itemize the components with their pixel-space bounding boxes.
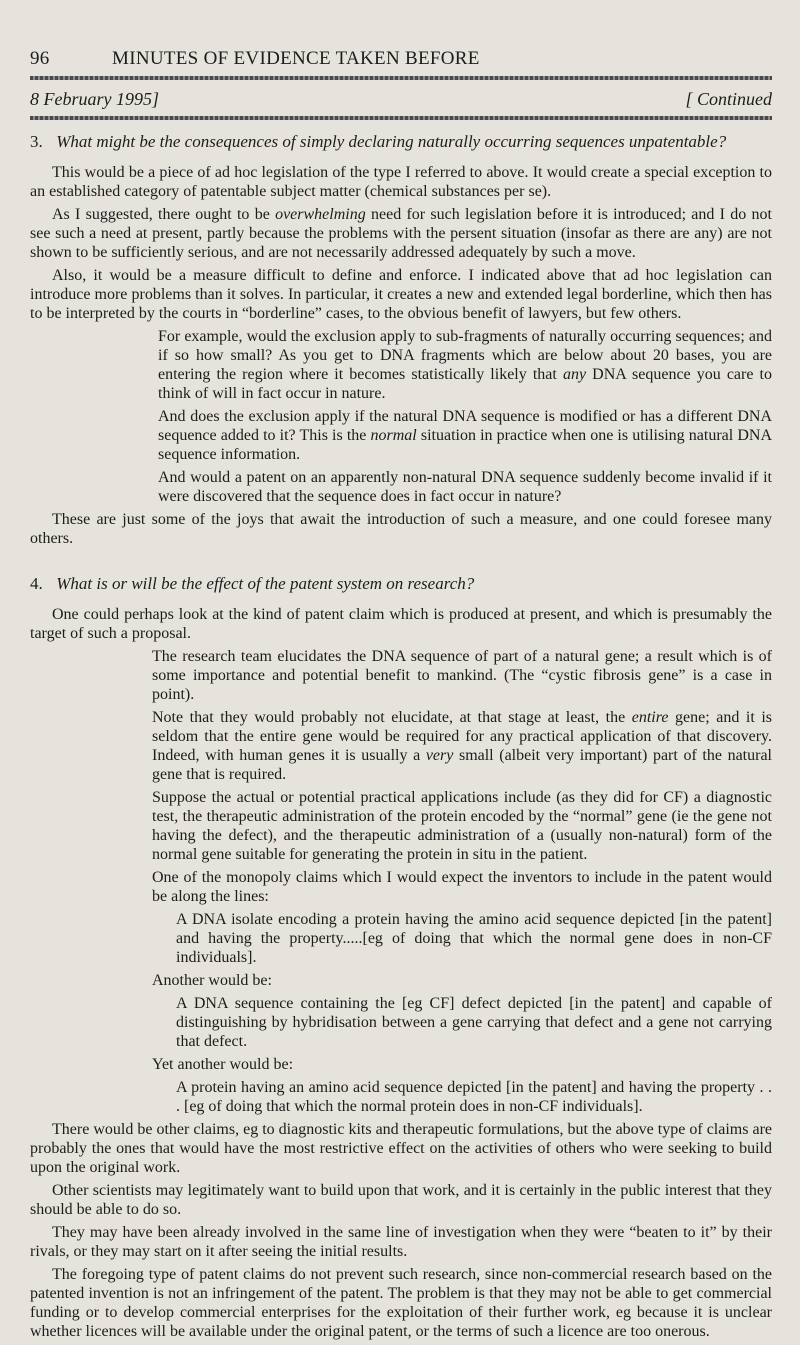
page-header: [30, 48, 790, 76]
running-title: MINUTES OF EVIDENCE TAKEN BEFORE: [112, 48, 480, 69]
s3-paragraph-2: As I suggested, there ought to be overwhelming need for such legislation before it is introduced; and I do not see such a need at present, partly because the problems with the persent situation (insofar as there are any) are not shown to be sufficiently serious, and are not necessarily addressed adequately by such a move.: [30, 206, 772, 261]
s4-indent-1: The research team elucidates the DNA sequence of part of a natural gene; a result which is of some importance and potential benefit to mankind. (The “cystic fibrosis gene” is a case in point).: [152, 648, 772, 703]
page-number: 96: [30, 48, 50, 69]
s4-paragraph-5: The foregoing type of patent claims do not prevent such research, since non-commercial research based on the patented invention is not an infringement of the patent. The problem is that they may not be able to get commercial funding or to develop commercial enterprises for the exploitation of their further work, eg because it is unclear whether licences will be available under the original patent, or the terms of such a licence are too onerous.: [30, 1266, 772, 1340]
section-4-number: 4.: [30, 574, 43, 593]
section-4-heading: [30, 574, 772, 593]
sitting-date: 8 February 1995]: [30, 89, 159, 109]
s4-claim-1: A DNA isolate encoding a protein having the amino acid sequence depicted [in the patent] and having the property.....[eg of doing that which the normal gene does in non-CF individuals].: [176, 911, 772, 966]
header-rule-top: [30, 76, 772, 80]
s3-question-2: And does the exclusion apply if the natural DNA sequence is modified or has a different DNA sequence added to it? This is the normal situation in practice when one is utilising natural DNA sequence information.: [158, 408, 772, 463]
section-3-number: 3.: [30, 132, 43, 151]
s3-paragraph-1: This would be a piece of ad hoc legislation of the type I referred to above. It would create a special exception to an established category of patentable subject matter (chemical substances per se).: [30, 164, 772, 200]
header-rule-bottom: [30, 116, 772, 120]
s3-paragraph-3: Also, it would be a measure difficult to define and enforce. I indicated above that ad hoc legislation can introduce more problems than it solves. In particular, it creates a new and extended legal borderline, which then has to be interpreted by the courts in “borderline” cases, to the obvious benefit of lawyers, but few others.: [30, 267, 772, 322]
s3-question-1: For example, would the exclusion apply to sub-fragments of naturally occurring sequences; and if so how small? As you get to DNA fragments which are below about 20 bases, you are entering the region where it becomes statistically likely that any DNA sequence you care to think of will in fact occur in nature.: [158, 328, 772, 402]
s4-paragraph-2: There would be other claims, eg to diagnostic kits and therapeutic formulations, but the above type of claims are probably the ones that would have the most restrictive effect on the activities of others who were seeking to build upon the original work.: [30, 1121, 772, 1176]
date-line: [30, 89, 772, 110]
section-gap: [30, 552, 772, 574]
s4-paragraph-1: One could perhaps look at the kind of patent claim which is produced at present, and which is presumably the target of such a proposal.: [30, 606, 772, 642]
s4-indent-2: Note that they would probably not elucidate, at that stage at least, the entire gene; and it is seldom that the entire gene would be required for any practical application of that discovery. Indeed, with human genes it is usually a very small (albeit very important) part of the natural gene that is required.: [152, 709, 773, 783]
section-3-title: What might be the consequences of simply declaring naturally occurring sequences unpatentable?: [56, 132, 727, 151]
s4-indent-6: Yet another would be:: [152, 1056, 294, 1073]
s4-claim-3: A protein having an amino acid sequence depicted [in the patent] and having the property . . . [eg of doing that which the normal protein does in non-CF individuals].: [176, 1079, 772, 1115]
section-4-title: What is or will be the effect of the patent system on research?: [56, 574, 475, 593]
s4-paragraph-4: They may have been already involved in the same line of investigation when they were “beaten to it” by their rivals, or they may start on it after seeing the initial results.: [30, 1224, 772, 1260]
continued-label: [ Continued: [685, 89, 772, 109]
s4-claim-2: A DNA sequence containing the [eg CF] defect depicted [in the patent] and capable of distinguishing by hybridisation between a gene carrying that defect and a gene not carrying that defect.: [176, 995, 772, 1050]
s3-paragraph-4: These are just some of the joys that await the introduction of such a measure, and one could foresee many others.: [30, 511, 772, 547]
s4-indent-4: One of the monopoly claims which I would expect the inventors to include in the patent would be along the lines:: [152, 869, 772, 905]
document-body: [30, 132, 772, 1345]
s4-indent-3: Suppose the actual or potential practical applications include (as they did for CF) a diagnostic test, the therapeutic administration of the protein encoded by the “normal” gene (ie the gene not having the defect), and the therapeutic administration of a (usually non-natural) form of the normal gene suitable for generating the protein in situ in the patient.: [152, 789, 772, 863]
s4-paragraph-3: Other scientists may legitimately want to build upon that work, and it is certainly in the public interest that they should be able to do so.: [30, 1182, 772, 1218]
section-3-heading: [30, 132, 772, 151]
s3-question-3: And would a patent on an apparently non-natural DNA sequence suddenly become invalid if it were discovered that the sequence does in fact occur in nature?: [158, 469, 772, 505]
s4-indent-5: Another would be:: [152, 972, 272, 989]
